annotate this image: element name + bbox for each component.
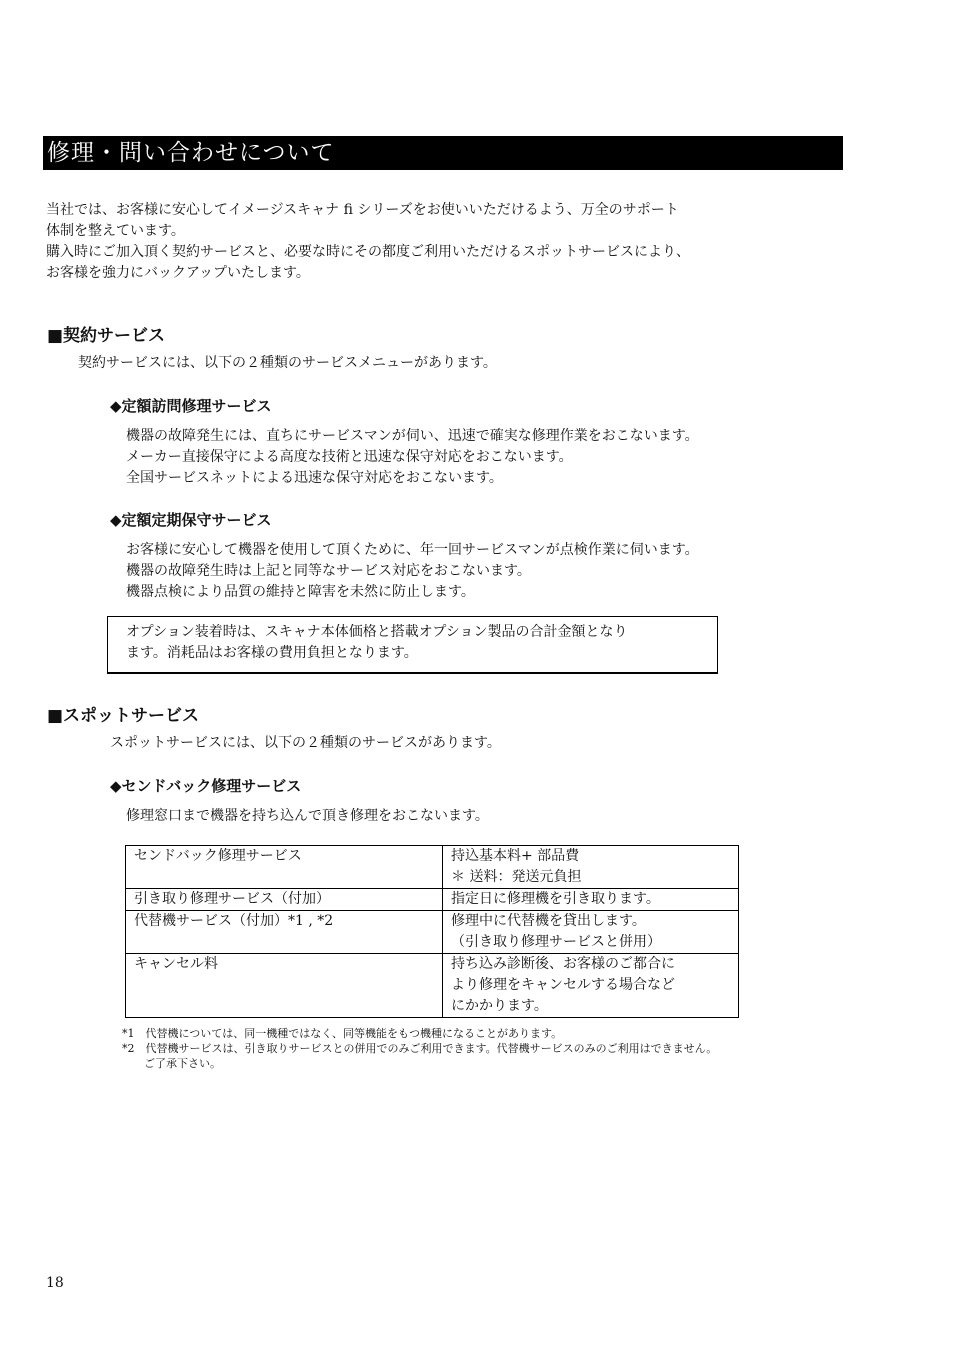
intro-line: 購入時にご加入頂く契約サービスと、必要な時にその都度ご利用いただけるスポットサービスにより、 [46, 244, 690, 260]
detail-line: にかかります。 [451, 998, 548, 1014]
contract-service-heading: ■契約サービス [47, 326, 166, 346]
notice-line: ます。消耗品はお客様の費用負担となります。 [126, 645, 418, 661]
intro-line: 体制を整えています。 [46, 223, 185, 239]
fixed-periodic-line: 機器の故障発生時は上記と同等なサービス対応をおこないます。 [126, 563, 531, 579]
service-name-cell: センドバック修理サービス [126, 846, 443, 889]
fixed-visit-line: メーカー直接保守による高度な技術と迅速な保守対応をおこないます。 [126, 449, 573, 465]
spot-service-description: スポットサービスには、以下の２種類のサービスがあります。 [110, 735, 501, 751]
fixed-periodic-line: お客様に安心して機器を使用して頂くために、年一回サービスマンが点検作業に伺います。 [126, 542, 699, 558]
detail-line: 指定日に修理機を引き取ります。 [451, 891, 660, 907]
service-detail-cell [443, 954, 739, 1018]
sendback-repair-heading: ◆センドバック修理サービス [110, 777, 302, 795]
intro-line: お客様を強力にバックアップいたします。 [46, 265, 310, 281]
fixed-periodic-maintenance-heading: ◆定額定期保守サービス [110, 511, 272, 529]
detail-line: より修理をキャンセルする場合など [451, 977, 675, 993]
service-name-cell: キャンセル料 [126, 954, 443, 1018]
intro-line: 当社では、お客様に安心してイメージスキャナ fi シリーズをお使いいただけるよう、万全のサポート [46, 202, 679, 218]
page-number: 18 [46, 1275, 64, 1291]
fixed-periodic-line: 機器点検により品質の維持と障害を未然に防止します。 [126, 584, 475, 600]
detail-line: （引き取り修理サービスと併用） [451, 934, 661, 950]
footnotes [122, 1026, 842, 1071]
fixed-visit-line: 機器の故障発生には、直ちにサービスマンが伺い、迅速で確実な修理作業をおこないます。 [126, 428, 699, 444]
fixed-visit-repair-heading: ◆定額訪問修理サービス [110, 397, 272, 415]
detail-line: ＊ 送料：発送元負担 [451, 869, 582, 885]
detail-line: 持込基本料+ 部品費 [451, 848, 580, 864]
table-row [126, 889, 739, 911]
service-name-cell: 引き取り修理サービス（付加） [126, 889, 443, 911]
fixed-periodic-maintenance-description [126, 540, 699, 603]
service-detail-cell [443, 846, 739, 889]
table-row [126, 846, 739, 889]
spot-service-price-table [125, 845, 739, 1018]
fixed-visit-line: 全国サービスネットによる迅速な保守対応をおこないます。 [126, 470, 503, 486]
service-name-cell: 代替機サービス（付加）*1 , *2 [126, 911, 443, 954]
service-detail-cell [443, 911, 739, 954]
detail-line: 修理中に代替機を貸出します。 [451, 913, 646, 929]
footnote: *1 代替機については、同一機種ではなく、同等機能をもつ機種になることがあります。 [122, 1027, 563, 1040]
contract-service-description: 契約サービスには、以下の２種類のサービスメニューがあります。 [78, 355, 497, 371]
spot-service-heading: ■スポットサービス [47, 706, 200, 726]
fixed-visit-repair-description [126, 426, 699, 489]
notice-line: オプション装着時は、スキャナ本体価格と搭載オプション製品の合計金額となり [126, 624, 628, 640]
intro-paragraph [46, 200, 826, 284]
table-row [126, 911, 739, 954]
page-title: 修理・問い合わせについて [43, 136, 843, 170]
detail-line: 持ち込み診断後、お客様のご都合に [451, 956, 675, 972]
sendback-repair-description: 修理窓口まで機器を持ち込んで頂き修理をおこないます。 [126, 808, 489, 824]
table-row [126, 954, 739, 1018]
service-detail-cell [443, 889, 739, 911]
option-notice-box [107, 616, 718, 674]
footnote: *2 代替機サービスは、引き取りサービスとの併用でのみご利用できます。代替機サービスのみのご利用はできません。 [122, 1042, 718, 1055]
footnote: ご了承下さい。 [122, 1057, 221, 1070]
